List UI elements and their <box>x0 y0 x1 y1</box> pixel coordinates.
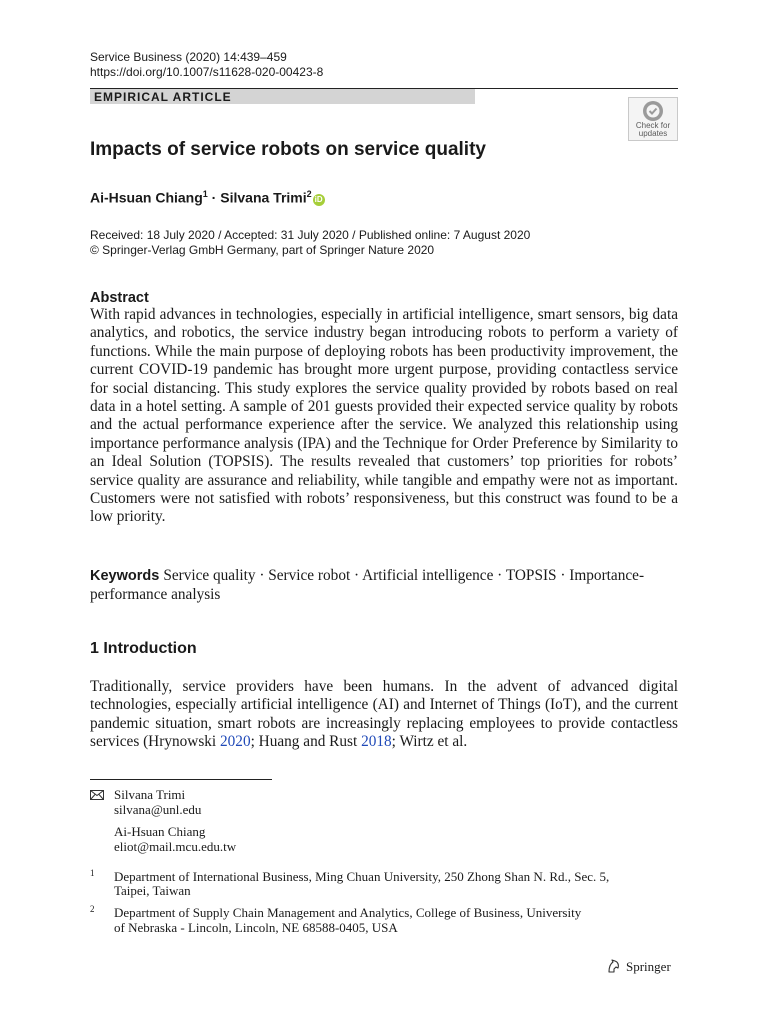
affiliation-line: Department of International Business, Ming Chuan University, 250 Zhong Shan N. Rd., Sec. 5, <box>114 869 610 884</box>
abstract-text: With rapid advances in technologies, especially in artificial intelligence, smart sensors, big data analytics, and robotics, the service industry began introducing robots to perform a variety of functions. While the main purpose of deploying robots has been productivity improvement, the current COVID-19 pandemic has brought more urgent purpose, providing contactless service for social distancing. This study explores the service quality provided by robots based on real data in a hotel setting. A sample of 201 guests provided their expected service quality by robots and the actual performance experience after the service. We analyzed this relationship using importance performance analysis (IPA) and the Technique for Order Preference by Similarity to an Ideal Solution (TOPSIS). The results revealed that customers’ top priorities for robots’ service quality are assurance and reliability, while tangible and empathy were not as important. Customers were not satisfied with robots’ responsiveness, but this construct was found to be a low priority. <box>90 306 678 526</box>
citation-link[interactable]: 2018 <box>361 732 392 750</box>
journal-citation: Service Business (2020) 14:439–459 <box>90 50 287 64</box>
contact-name: Ai-Hsuan Chiang <box>114 824 206 839</box>
affiliation-line: Department of Supply Chain Management and Analytics, College of Business, University <box>114 905 582 920</box>
keywords-text: Service quality · Service robot · Artificial intelligence · TOPSIS · Importance-performance analysis <box>90 567 645 603</box>
citation-link[interactable]: 2020 <box>220 732 251 750</box>
badge-line-1: Check for <box>635 121 671 130</box>
intro-text: ; Wirtz et al. <box>391 732 468 750</box>
contact-email[interactable]: eliot@mail.mcu.edu.tw <box>114 839 237 854</box>
introduction-paragraph <box>90 678 678 751</box>
publication-dates: Received: 18 July 2020 / Accepted: 31 July 2020 / Published online: 7 August 2020 <box>90 228 531 242</box>
keywords-block <box>90 567 678 604</box>
author-list <box>90 184 325 208</box>
contact-name: Silvana Trimi <box>114 787 186 802</box>
article-type-band: EMPIRICAL ARTICLE <box>90 89 475 104</box>
author-name[interactable]: Silvana Trimi <box>220 189 307 206</box>
intro-text: Traditionally, service providers have been humans. In the advent of advanced digital technologies, especially artificial intelligence (AI) and Internet of Things (IoT), and the current pandemic situation, smart robots are increasingly replacing employees to provide contactless services (Hrynowski <box>90 678 678 750</box>
publisher-name: Springer <box>626 959 671 974</box>
affiliation-line: of Nebraska - Lincoln, Lincoln, NE 68588-0405, USA <box>114 920 398 935</box>
publisher-logo <box>606 958 671 976</box>
doi-link[interactable]: https://doi.org/10.1007/s11628-020-00423-8 <box>90 65 324 79</box>
springer-horse-icon <box>606 958 622 974</box>
contact-email[interactable]: silvana@unl.edu <box>114 802 202 817</box>
badge-line-2: updates <box>638 129 668 138</box>
check-for-updates-badge[interactable] <box>628 97 678 141</box>
abstract-heading: Abstract <box>90 290 149 306</box>
affiliation-number: 1 <box>90 868 95 878</box>
affiliation-marker[interactable]: 2 <box>306 189 312 199</box>
orcid-icon[interactable]: iD <box>314 194 323 204</box>
footnote-rule <box>90 779 272 780</box>
affiliation-number: 2 <box>90 904 95 914</box>
author-name[interactable]: Ai-Hsuan Chiang <box>90 189 203 206</box>
author-separator: · <box>207 189 221 206</box>
envelope-icon <box>90 790 104 800</box>
paper-title: Impacts of service robots on service quality <box>90 139 486 160</box>
copyright-notice: © Springer-Verlag GmbH Germany, part of Springer Nature 2020 <box>90 243 435 257</box>
keywords-label: Keywords <box>90 568 160 584</box>
check-for-updates-icon <box>640 100 666 122</box>
section-heading-introduction: 1 Introduction <box>90 640 197 657</box>
affiliation-line: Taipei, Taiwan <box>114 883 191 898</box>
intro-text: ; Huang and Rust <box>250 732 362 750</box>
affiliation-marker[interactable]: 1 <box>202 189 208 199</box>
